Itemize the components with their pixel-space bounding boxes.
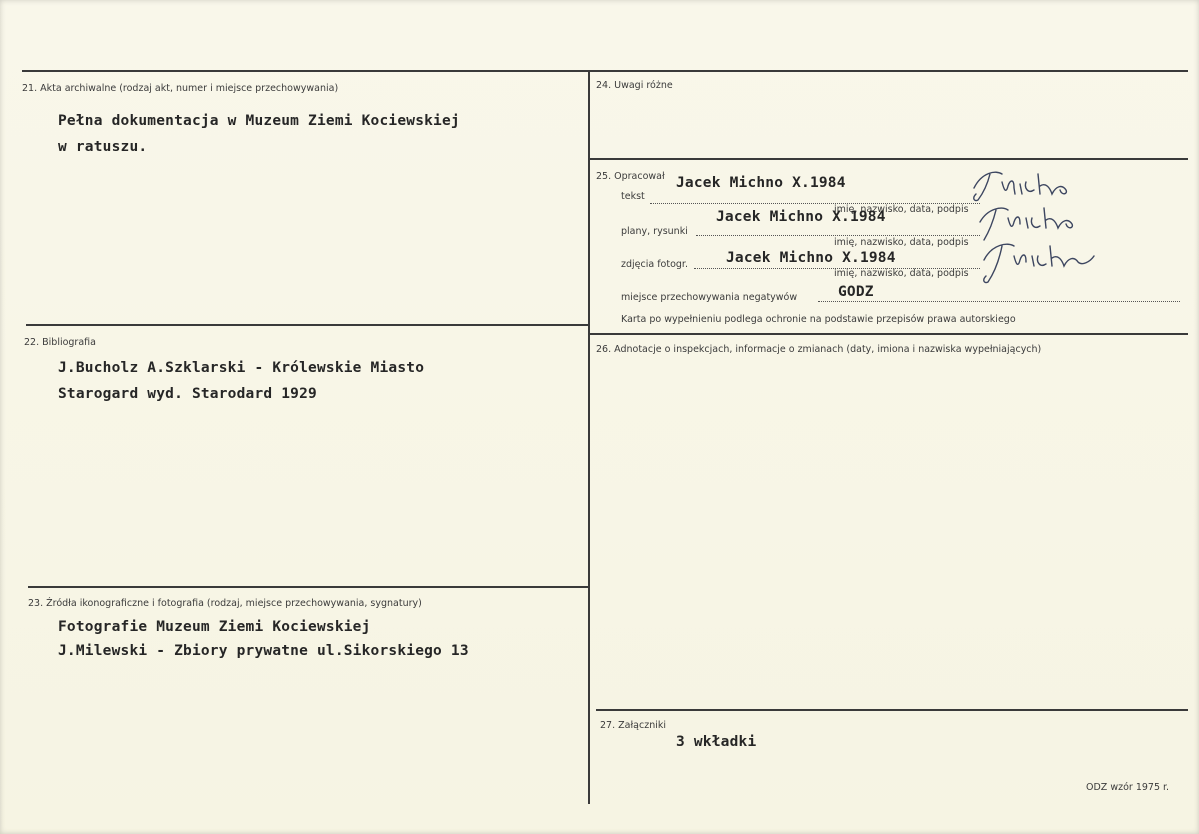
field-27-value: 3 wkładki bbox=[676, 734, 757, 750]
zdjecia-value: Jacek Michno X.1984 bbox=[726, 250, 896, 266]
plany-caption: imię, nazwisko, data, podpis bbox=[834, 237, 969, 248]
field-23-label: 23. Źródła ikonograficzne i fotografia (rodzaj, miejsce przechowywania, sygnatury) bbox=[28, 598, 422, 609]
signature-zdjecia bbox=[974, 236, 1104, 288]
tekst-value: Jacek Michno X.1984 bbox=[676, 175, 846, 191]
field-26-label: 26. Adnotacje o inspekcjach, informacje o zmianach (daty, imiona i nazwiska wypełniających) bbox=[596, 344, 1042, 355]
field-25-label: 25. Opracował bbox=[596, 171, 665, 182]
rule-26-27 bbox=[596, 709, 1188, 711]
form-template-footer: ODZ wzór 1975 r. bbox=[1086, 782, 1170, 793]
zdjecia-caption: imię, nazwisko, data, podpis bbox=[834, 268, 969, 279]
rule-24-25 bbox=[590, 158, 1188, 160]
field-22-line-2: Starogard wyd. Starodard 1929 bbox=[58, 386, 317, 402]
rule-22-23 bbox=[28, 586, 588, 588]
field-24-label: 24. Uwagi różne bbox=[596, 80, 673, 91]
negatywy-value: GODZ bbox=[838, 284, 874, 300]
center-divider bbox=[588, 72, 590, 804]
zdjecia-label: zdjęcia fotogr. bbox=[621, 259, 688, 270]
field-23-line-1: Fotografie Muzeum Ziemi Kociewskiej bbox=[58, 619, 371, 635]
field-22-line-1: J.Bucholz A.Szklarski - Królewskie Miasto bbox=[58, 360, 425, 376]
field-27-label: 27. Załączniki bbox=[600, 720, 666, 731]
top-rule bbox=[22, 70, 1188, 72]
rule-21-22 bbox=[26, 324, 588, 326]
signature-tekst bbox=[968, 168, 1088, 204]
field-21-line-1: Pełna dokumentacja w Muzeum Ziemi Kociewskiej bbox=[58, 113, 460, 129]
field-22-label: 22. Bibliografia bbox=[24, 337, 96, 348]
plany-dotted-line bbox=[696, 235, 980, 236]
negatywy-label: miejsce przechowywania negatywów bbox=[621, 292, 798, 303]
plany-label: plany, rysunki bbox=[621, 226, 688, 237]
field-23-line-2: J.Milewski - Zbiory prywatne ul.Sikorskiego 13 bbox=[58, 643, 469, 659]
plany-value: Jacek Michno X.1984 bbox=[716, 209, 886, 225]
negatywy-dotted-line bbox=[818, 301, 1180, 302]
rule-25-26 bbox=[590, 333, 1188, 335]
field-21-line-2: w ratuszu. bbox=[58, 139, 148, 155]
tekst-label: tekst bbox=[621, 191, 645, 202]
tekst-caption: imię, nazwisko, data, podpis bbox=[834, 204, 969, 215]
copyright-notice: Karta po wypełnieniu podlega ochronie na podstawie przepisów prawa autorskiego bbox=[621, 314, 1016, 325]
field-21-label: 21. Akta archiwalne (rodzaj akt, numer i miejsce przechowywania) bbox=[22, 83, 339, 94]
